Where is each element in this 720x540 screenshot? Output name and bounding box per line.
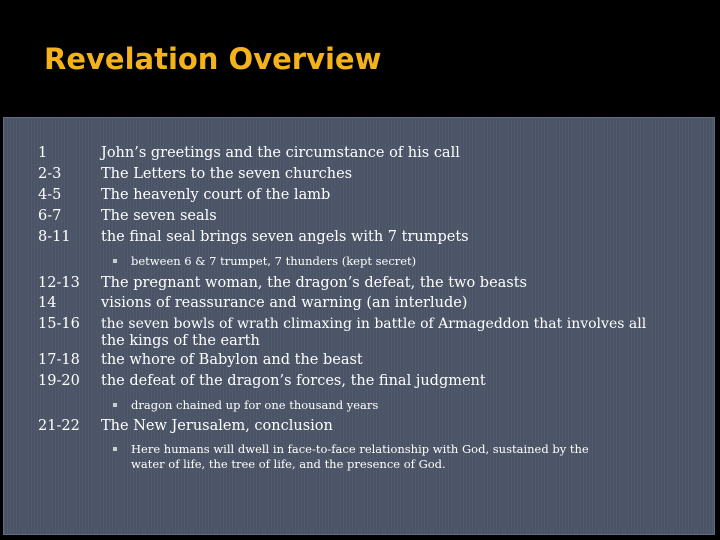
chapter-ref: 17-18 xyxy=(38,352,80,368)
chapter-ref: 4-5 xyxy=(38,187,62,203)
sub-point: Here humans will dwell in face-to-face relationship with God, sustained by the xyxy=(131,442,589,456)
chapter-description: the defeat of the dragon’s forces, the final judgment xyxy=(101,373,486,389)
chapter-description: the final seal brings seven angels with 7 trumpets xyxy=(101,229,469,245)
chapter-ref: 19-20 xyxy=(38,373,80,389)
chapter-description: The heavenly court of the lamb xyxy=(101,187,331,203)
chapter-ref: 2-3 xyxy=(38,166,62,182)
slide-title: Revelation Overview xyxy=(44,42,382,76)
chapter-ref: 14 xyxy=(38,295,57,311)
bullet-marker xyxy=(113,259,117,263)
sub-point: dragon chained up for one thousand years xyxy=(131,398,379,412)
bullet-marker xyxy=(113,403,117,407)
chapter-description: John’s greetings and the circumstance of his call xyxy=(101,145,460,161)
sub-point: between 6 & 7 trumpet, 7 thunders (kept secret) xyxy=(131,254,417,268)
chapter-ref: 12-13 xyxy=(38,275,80,291)
chapter-ref: 21-22 xyxy=(38,418,80,434)
bullet-marker xyxy=(113,447,117,451)
chapter-ref: 8-11 xyxy=(38,229,71,245)
title-bar xyxy=(0,0,720,112)
chapter-description: visions of reassurance and warning (an interlude) xyxy=(101,295,468,311)
chapter-ref: 15-16 xyxy=(38,316,80,332)
chapter-description: The seven seals xyxy=(101,208,217,224)
sub-point-continued: water of life, the tree of life, and the presence of God. xyxy=(131,457,446,471)
chapter-ref: 6-7 xyxy=(38,208,62,224)
chapter-description: the seven bowls of wrath climaxing in battle of Armageddon that involves all xyxy=(101,316,647,332)
chapter-description: The New Jerusalem, conclusion xyxy=(101,418,333,434)
chapter-description: The Letters to the seven churches xyxy=(101,166,353,182)
chapter-description: the whore of Babylon and the beast xyxy=(101,352,363,368)
chapter-description-continued: the kings of the earth xyxy=(101,333,260,349)
chapter-description: The pregnant woman, the dragon’s defeat, the two beasts xyxy=(101,275,528,291)
chapter-ref: 1 xyxy=(38,145,48,161)
